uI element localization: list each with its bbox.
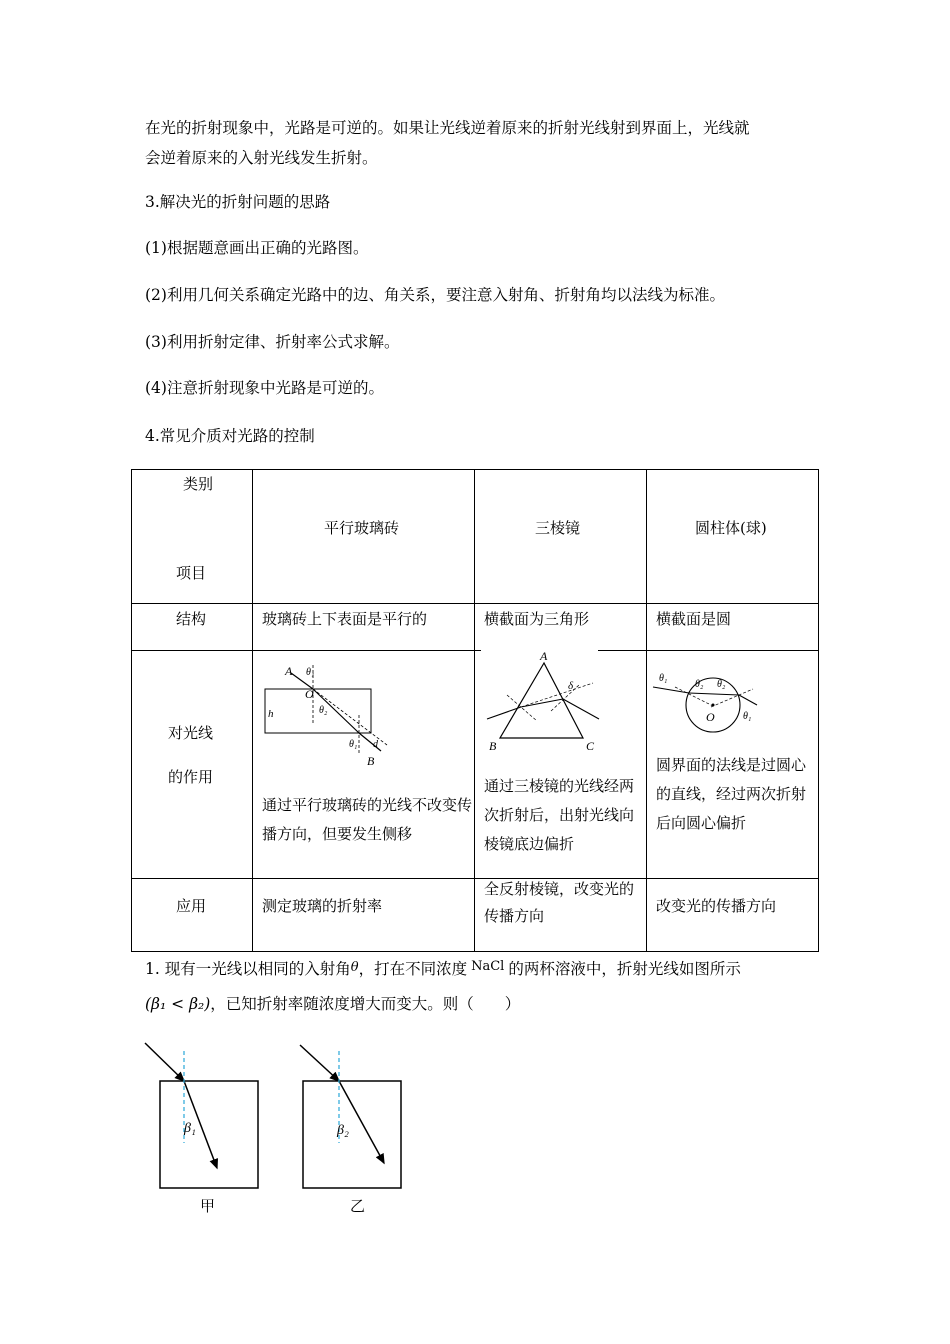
cell-effect-sphere: 圆界面的法线是过圆心的直线，经过两次折射后向圆心偏折 [656, 756, 807, 832]
question-line-1 [145, 957, 741, 979]
row-label-application: 应用 [176, 897, 207, 915]
table-row-line [131, 650, 481, 651]
label-A: A [285, 664, 293, 678]
cell-app-glass: 测定玻璃的折射率 [262, 897, 383, 915]
emergent-ray [739, 695, 757, 705]
label-theta2: θ₂ [717, 679, 726, 690]
glass-slab-rect [265, 689, 371, 733]
normal-line [507, 695, 537, 721]
question-text: 现有一光线以相同的入射角 [164, 960, 351, 978]
optics-table [131, 469, 819, 952]
label-O: O [706, 710, 715, 724]
table-row-line [131, 603, 819, 604]
header-glass-slab: 平行玻璃砖 [324, 519, 400, 537]
cell-effect-prism: 通过三棱镜的光线经两次折射后，出射光线向棱镜底边偏折 [484, 777, 635, 853]
table-border [818, 469, 819, 952]
label-theta1: θ₁ [349, 739, 358, 750]
normal-line [711, 689, 753, 707]
label-beta1: β₁ [184, 1121, 196, 1136]
question-text: 的两杯溶液中，折射光线如图所示 [508, 960, 741, 978]
caption-jia: 甲 [200, 1199, 216, 1215]
label-theta1: θ₁ [306, 667, 315, 678]
label-h: h [268, 708, 274, 720]
label-B: B [489, 739, 497, 753]
label-theta1: θ₁ [659, 673, 668, 684]
label-theta1: θ₁ [743, 711, 752, 722]
sphere-figure [651, 661, 816, 741]
step-1: (1)根据题意画出正确的光路图。 [145, 239, 369, 257]
label-A: A [540, 649, 548, 663]
step-4: (4)注意折射现象中光路是可逆的。 [145, 379, 384, 397]
section-heading: 3.解决光的折射问题的思路 [145, 193, 331, 211]
cell-structure-sphere: 横截面是圆 [656, 610, 732, 628]
header-category: 类别 [183, 475, 214, 493]
refracted-ray [339, 1081, 384, 1163]
row-label-structure: 结构 [176, 610, 207, 628]
cell-app-sphere: 改变光的传播方向 [656, 897, 777, 915]
theta-symbol: θ [350, 960, 359, 975]
table-col-line [474, 469, 475, 952]
label-d: d [373, 739, 378, 750]
label-C: C [586, 739, 595, 753]
table-border [131, 469, 132, 952]
beaker-yi [303, 1081, 401, 1188]
cell-app-prism: 全反射棱镜，改变光的传播方向 [484, 880, 635, 925]
prism-figure [481, 649, 644, 759]
extended-ray [521, 683, 593, 707]
question-text: ，已知折射率随浓度增大而变大。则（ ） [210, 995, 521, 1013]
glass-slab-figure [257, 655, 472, 775]
extended-ray [313, 689, 387, 745]
label-O: O [305, 687, 314, 701]
incident-ray [145, 1043, 184, 1081]
normal-line [675, 687, 715, 707]
label-theta2: θ₂ [319, 705, 328, 716]
label-B: B [367, 754, 375, 768]
row-label-effect: 的作用 [168, 768, 214, 786]
section-heading: 4.常见介质对光路的控制 [145, 427, 315, 445]
header-item: 项目 [176, 564, 207, 582]
incident-ray [653, 687, 689, 693]
center-point [712, 704, 715, 707]
nacl-formula: NaCl [471, 959, 505, 974]
question-text: ，打在不同浓度 [358, 960, 468, 978]
row-label-effect: 对光线 [168, 724, 214, 742]
paragraph-line: 会逆着原来的入射光线发生折射。 [145, 149, 378, 167]
caption-yi: 乙 [350, 1199, 366, 1215]
refracted-ray [689, 693, 739, 695]
cell-effect-glass: 通过平行玻璃砖的光线不改变传播方向，但要发生侧移 [262, 796, 473, 843]
incident-ray [487, 707, 521, 719]
beaker-figures [140, 1035, 420, 1220]
label-theta2: θ₂ [695, 679, 704, 690]
label-beta2: β₂ [337, 1123, 349, 1138]
incident-ray [300, 1045, 339, 1081]
paragraph-line: 在光的折射现象中，光路是可逆的。如果让光线逆着原来的折射光线射到界面上，光线就 [145, 119, 750, 137]
table-border [131, 469, 819, 470]
beta-condition: (β₁ < β₂) [145, 995, 211, 1013]
header-prism: 三棱镜 [535, 519, 581, 537]
table-border [131, 951, 819, 952]
cell-structure-glass: 玻璃砖上下表面是平行的 [262, 610, 428, 628]
question-line-2 [145, 992, 520, 1014]
table-row-line [131, 878, 819, 879]
table-col-line [252, 469, 253, 952]
question-number: 1. [145, 960, 160, 978]
cell-structure-prism: 横截面为三角形 [484, 610, 590, 628]
step-2: (2)利用几何关系确定光路中的边、角关系，要注意入射角、折射角均以法线为标准。 [145, 286, 725, 304]
step-3: (3)利用折射定律、折射率公式求解。 [145, 333, 400, 351]
header-sphere: 圆柱体(球) [695, 519, 767, 537]
label-delta: δ [568, 680, 574, 692]
table-col-line [646, 469, 647, 952]
beaker-jia [160, 1081, 258, 1188]
